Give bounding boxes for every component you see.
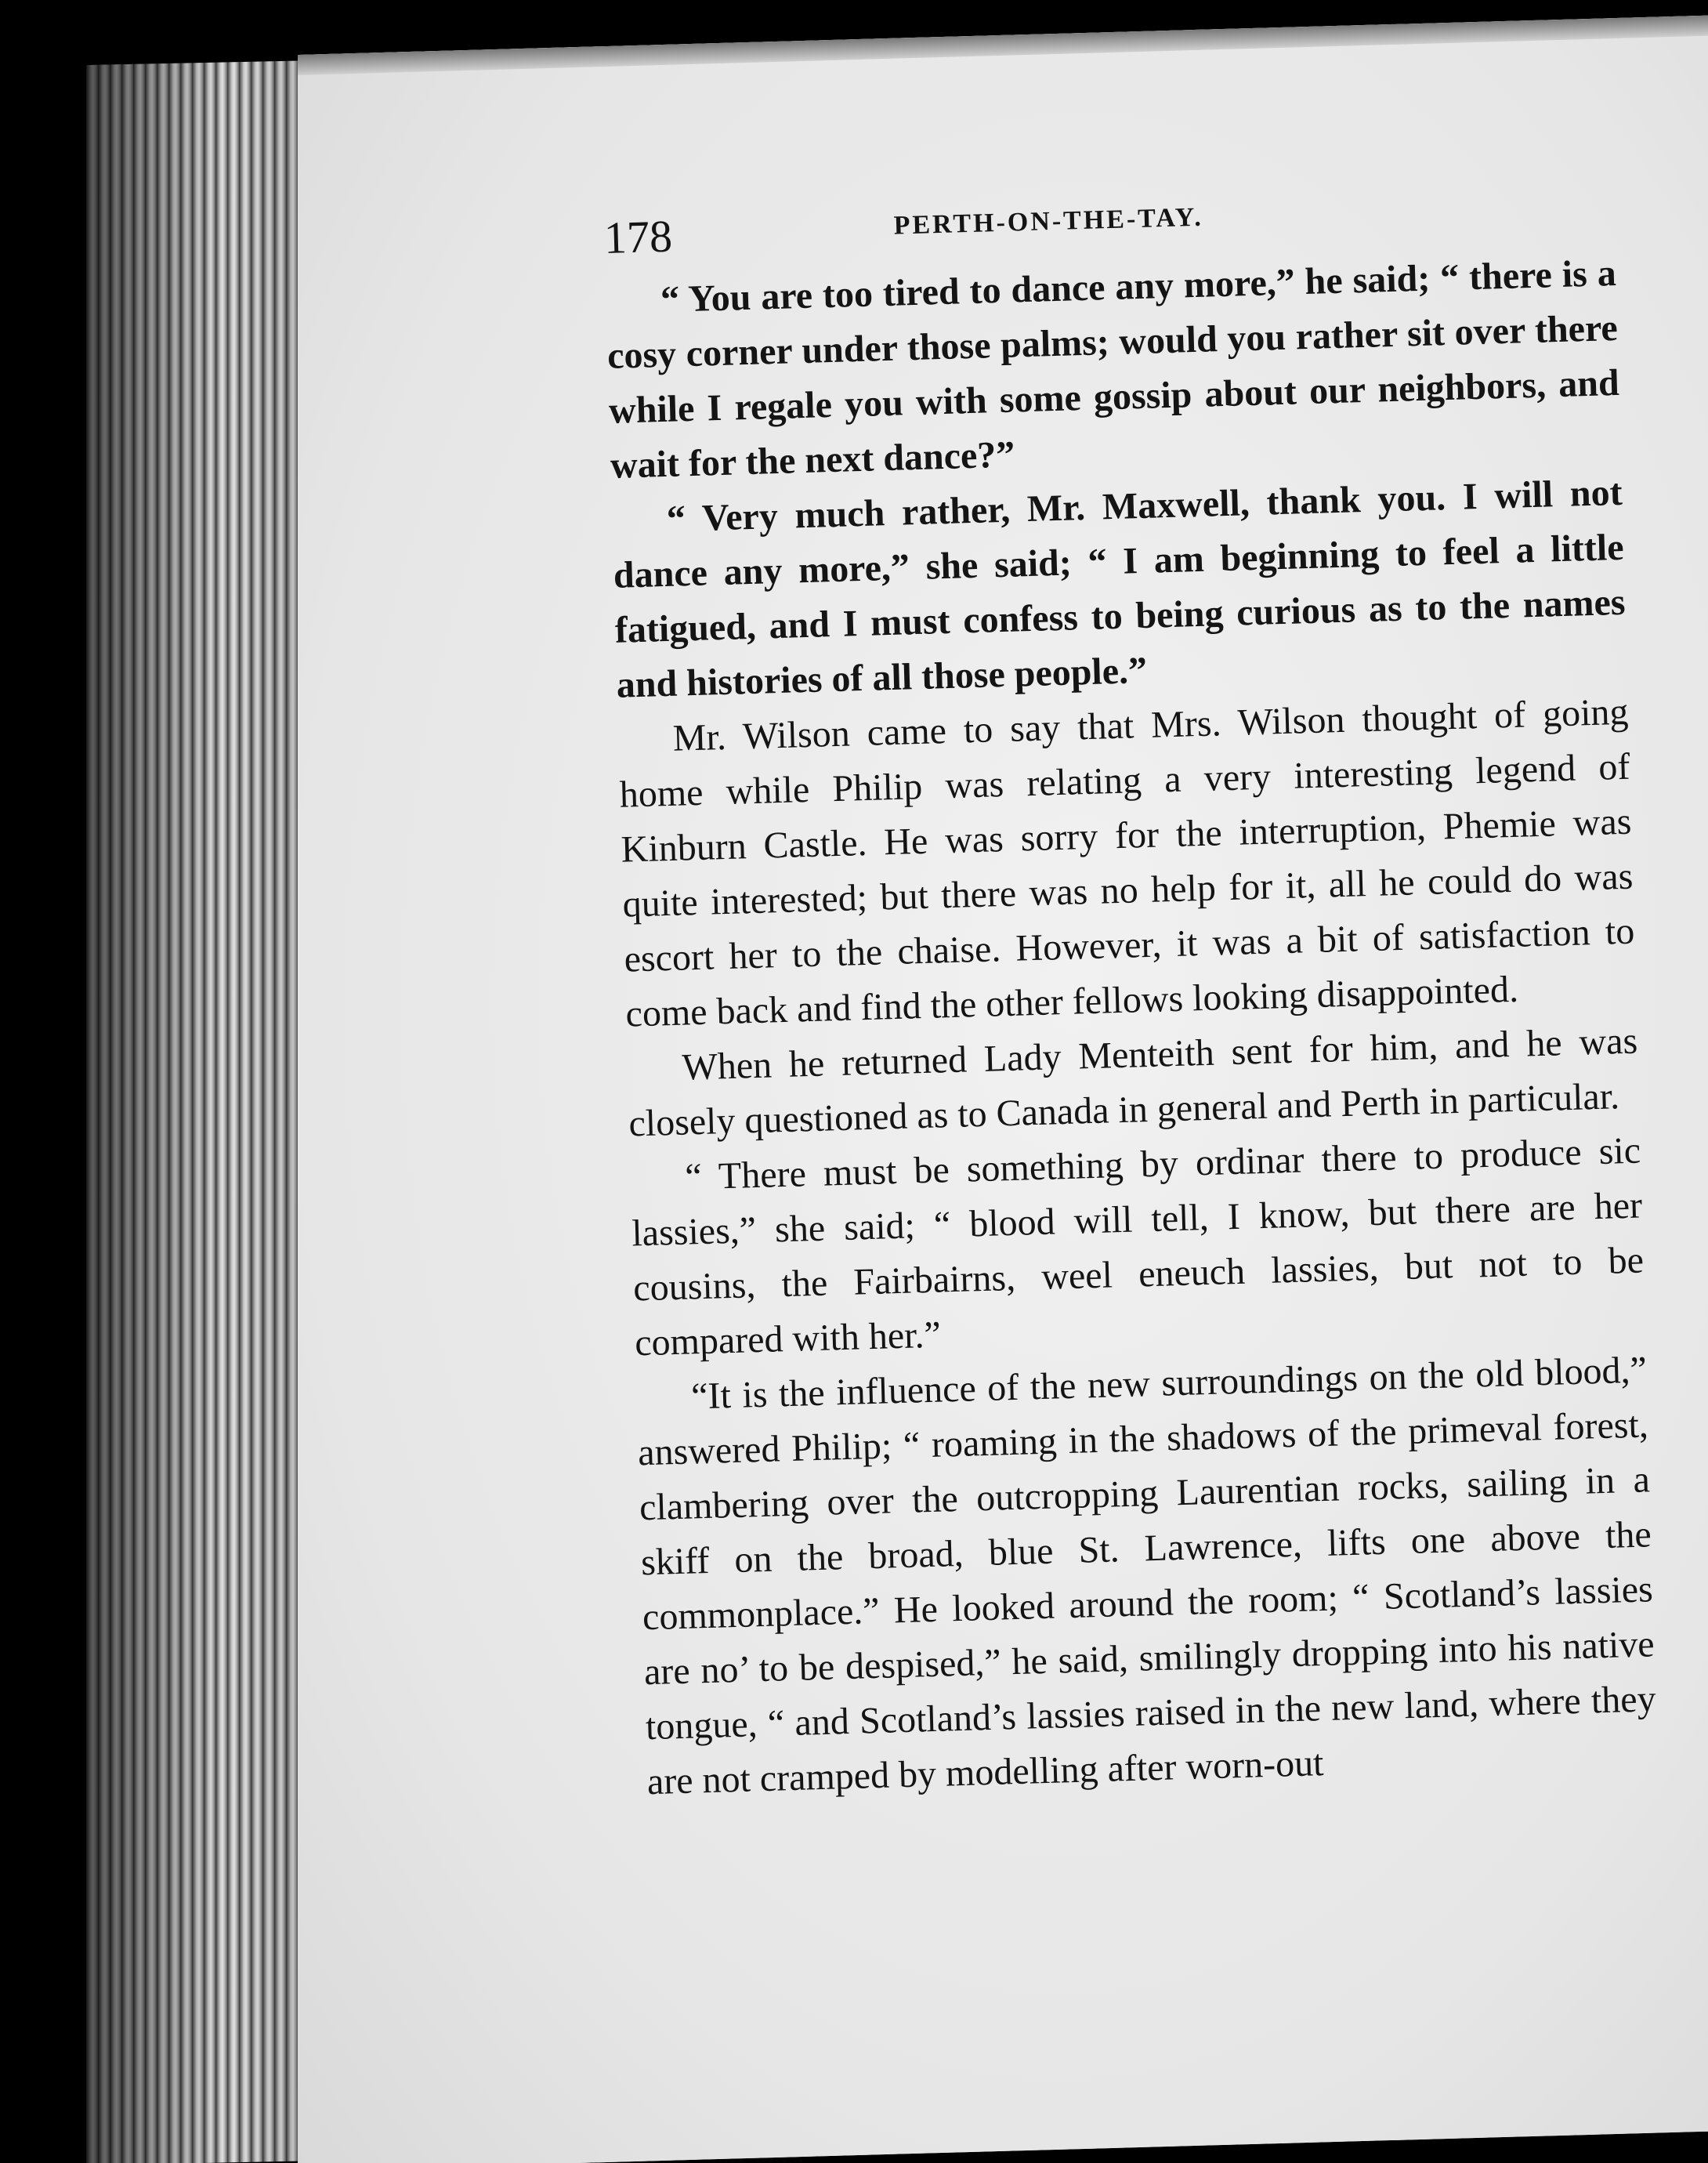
paragraph-3: Mr. Wilson came to say that Mrs. Wilson thought of going home while Philip was relating a very interesting legend of Kinburn Castle. He was sorry for the interruption, Phemie was quite interested; but there was no help for it, all he could do was escort her to the chaise. However, it was a bit of satisfaction to come back and find the other fellows looking disappointed.	[619, 690, 1635, 1035]
paragraph-4: When he returned Lady Menteith sent for him, and he was closely questioned as to Canada in general and Perth in particular.	[628, 1020, 1638, 1145]
paragraph-1: “ You are too tired to dance any more,” he said; “ there is a cosy corner under those palms; would you rather sit over there while I regale you with some gossip about our neighbors, and wait for the next dance?”	[606, 252, 1620, 487]
page-edge-shadow	[86, 60, 321, 2163]
text-block	[603, 183, 1658, 1810]
running-title: PERTH-ON-THE-TAY.	[893, 202, 1204, 241]
page-number: 178	[603, 210, 673, 263]
paragraph-6: “It is the influence of the new surroundings on the old blood,” answered Philip; “ roaming in the shadows of the primeval forest, clambering over the outcropping Laurentian rocks, sailing in a skiff on the broad, blue St. Lawrence, lifts one above the commonplace.” He looked around the room; “ Scotland’s lassies are no’ to be despised,” he said, smilingly dropping into his native tongue, “ and Scotland’s lassies raised in the new land, where they are not cramped by modelling after worn-out	[637, 1349, 1657, 1803]
paragraph-5: “ There must be something by ordinar there to produce sic lassies,” she said; “ blood will tell, I know, but there are her cousins, the Fairbairns, weel eneuch lassies, but not to be compared with her.”	[631, 1129, 1645, 1364]
paragraph-2: “ Very much rather, Mr. Maxwell, thank you. I will not dance any more,” she said; “ I am beginning to feel a little fatigued, and I must confess to being curious as to the names and histories of all those people.”	[613, 471, 1627, 706]
